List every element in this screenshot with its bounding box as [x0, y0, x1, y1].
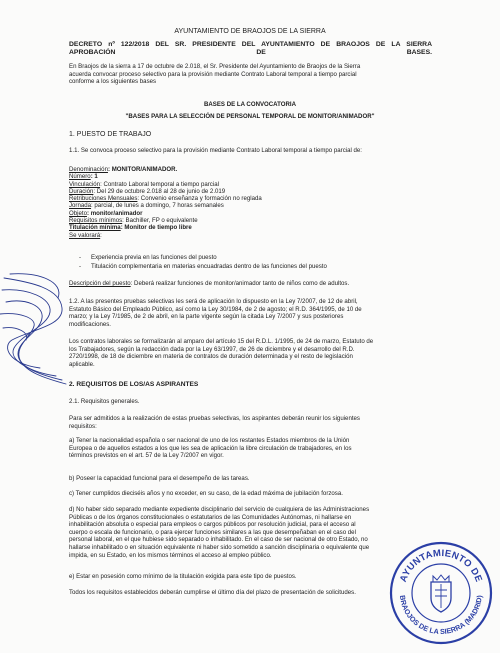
bases-title: BASES DE LA CONVOCATORIA	[204, 101, 296, 108]
requirement-a: a) Tener la nacionalidad española o ser nacional de uno de los restantes Estados miembros de la Unión Europea o de aquellos estados a los que les sea de aplicación la libre circulación de trabajadores, en los términos previstos en el art. 57 de la Ley 7/2007 en vigor.	[69, 437, 352, 460]
field-titulacion: Titulación mínima: Monitor de tiempo libre	[69, 224, 192, 232]
document-title: AYUNTAMIENTO DE BRAOJOS DE LA SIERRA	[174, 28, 326, 35]
decree-heading-line1: DECRETO nº 122/2018 DEL SR. PRESIDENTE DEL AYUNTAMIENTO DE BRAOJOS DE LA SIERRA	[69, 41, 432, 48]
field-se-valorara: Se valorará:	[69, 231, 102, 239]
section-2-1-heading: 2.1. Requisitos generales.	[69, 398, 140, 405]
requirement-b: b) Poseer la capacidad funcional para el desempeño de las tareas.	[69, 475, 250, 482]
requirement-d: d) No haber sido separado mediante expediente disciplinario del servicio de cualquiera de las Administraciones Públicas o de los órganos constitucionales o estatutarios de las Comunidades Autónomas, ni hallarse en inhabilitación absoluta o especial para empleos o cargos públicos por resolución judicial, para el acceso al cuerpo o escala de funcionario, o para ejercer funciones similares a las que desempeñaban en el caso del personal laboral, en el que hubiese sido separado o inhabilitado. En el caso de ser nacional de otro Estado, no hallarse inhabilitado o en situación equivalente ni haber sido sometido a sanción disciplinaria o equivalente que impida, en su Estado, en los mismos términos el acceso al empleo público.	[69, 506, 370, 559]
decree-word-de: DE	[256, 49, 266, 56]
field-requisitos: Requisitos mínimos: Bachiller, FP o equivalente	[69, 217, 198, 225]
requirements-deadline: Todos los requisitos establecidos deberán cumplirse el último día del plazo de presentación de solicitudes.	[69, 589, 356, 596]
paragraph-1-1: 1.1. Se convoca proceso selectivo para la provisión mediante Contrato Laboral temporal a tiempo parcial de:	[69, 147, 363, 154]
official-stamp	[388, 540, 494, 646]
section-1-heading: 1. PUESTO DE TRABAJO	[69, 131, 152, 138]
intro-paragraph: En Braojos de la sierra a 17 de octubre de 2.018, el Sr. Presidente del Ayuntamiento de Braojos de la Sierra acuerda convocar proceso selectivo para la provisión mediante Contrato Laboral temporal a tiempo parcial conforme a los siguientes bases	[69, 63, 361, 86]
section-2-heading: 2. REQUISITOS DE LOS/AS ASPIRANTES	[69, 381, 199, 388]
bullet-item-titulacion: - Titulación complementaria en materias encuadradas dentro de las funciones del puesto	[79, 263, 327, 270]
stamp-text-bottom: BRAOJOS DE LA SIERRA (MADRID)	[398, 594, 484, 637]
field-denominacion: Denominación: MONITOR/ANIMADOR.	[69, 166, 178, 173]
decree-word-bases: BASES.	[406, 49, 432, 56]
job-description: Descripción del puesto: Deberá realizar funciones de monitor/animador tanto de niños como de adultos.	[69, 280, 350, 287]
stamp-text-top: AYUNTAMIENTO DE	[397, 547, 485, 584]
field-jornada: Jornada: parcial, de lunes a domingo, 7 horas semanales	[69, 202, 224, 210]
decree-heading-line2	[69, 49, 432, 57]
paragraph-1-2: 1.2. A las presentes pruebas selectivas les será de aplicación lo dispuesto en la Ley 7/2007, de 12 de abril, Estatuto Básico del Empleado Público, así como la Ley 30/1984, de 2 de agosto; el R.D. 364/1995, de 10 de marzo; y la Ley 7/1985, de 2 de abril, en la parte vigente según la citada Ley 7/2007 y sus posteriores modificaciones.	[69, 298, 362, 328]
bases-subtitle: "BASES PARA LA SELECCIÓN DE PERSONAL TEMPORAL DE MONITOR/ANIMADOR"	[125, 113, 375, 120]
field-duracion: Duración: Del 29 de octubre 2.018 al 28 de junio de 2.019	[69, 187, 226, 195]
decree-word-aprobacion: APROBACIÓN	[69, 49, 116, 56]
field-vinculacion: Vinculación: Contrato Laboral temporal a tiempo parcial	[69, 180, 219, 188]
job-fields	[69, 166, 432, 239]
field-objeto: Objeto: monitor/animador	[69, 209, 143, 217]
field-retribuciones: Retribuciones Mensuales: Convenio enseñanza y formación no reglada	[69, 195, 262, 203]
requirement-e: e) Estar en posesión como mínimo de la titulación exigida para este tipo de puestos.	[69, 573, 297, 580]
signature-scribble	[0, 268, 70, 388]
field-numero: Número: 1	[69, 173, 98, 181]
paragraph-1-3: Los contratos laborales se formalizarán al amparo del artículo 15 del R.D.L. 1/1995, de 24 de marzo, Estatuto de los Trabajadores, según la redacción dada por la Ley 63/1997, de 26 de diciembre y el desarrollo del R.D. 2720/1998, de 18 de diciembre en materia de contratos de duración determinada y el resto de legislación aplicable.	[69, 338, 374, 368]
requirement-c: c) Tener cumplidos dieciséis años y no exceder, en su caso, de la edad máxima de jubilación forzosa.	[69, 490, 343, 497]
bullet-item-experience: - Experiencia previa en las funciones del puesto	[79, 254, 217, 261]
section-2-intro: Para ser admitidos a la realización de estas pruebas selectivas, los aspirantes deberán reunir los siguientes requisitos:	[69, 415, 360, 430]
